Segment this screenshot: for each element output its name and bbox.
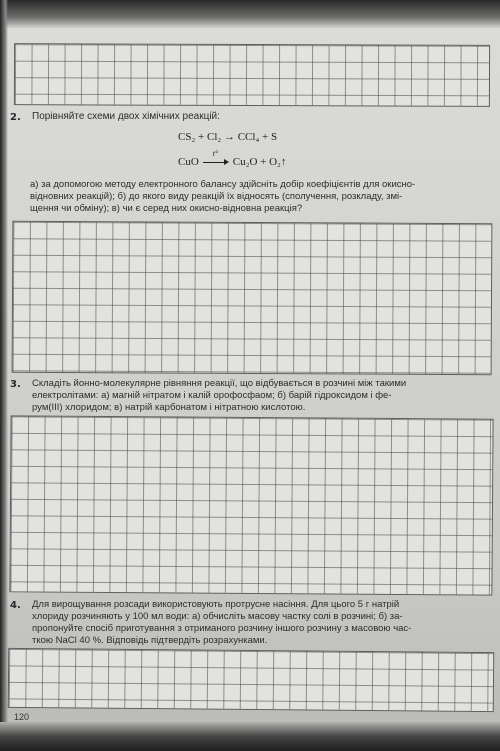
page-number: 120 (14, 712, 30, 722)
heat-condition: t° (212, 149, 219, 159)
reaction-1: CS₂ + Cl₂ → CCl₄ + S (178, 131, 278, 143)
task2-number: 2. (10, 112, 21, 123)
top-shadow (0, 0, 500, 28)
task3-line: рум(III) хлоридом; в) натрій карбонатом і нітратною кислотою. (32, 402, 306, 413)
task4-line: ткою NaCl 40 %. Відповідь підтвердіть розрахунками. (32, 635, 268, 646)
reaction-2-products: Cu₂O + O₂↑ (232, 156, 287, 168)
task2-question (30, 179, 490, 215)
task4-text (32, 599, 494, 647)
task3-text (32, 378, 492, 414)
task2-question-line: відновних реакцій); б) до якого виду реакцій їх відносять (сполучення, розкладу, змі- (30, 191, 403, 202)
task4-line: Для вирощування розсади використовують протрусне насіння. Для цього 5 г натрій (32, 599, 400, 610)
arrow-icon (203, 149, 229, 166)
answer-grid-task2[interactable] (12, 221, 493, 376)
task3-number: 3. (10, 379, 21, 390)
task2-question-line: щення чи обміну); в) чи є серед них окисно-відновна реакція? (30, 203, 303, 214)
answer-grid-task3[interactable] (9, 415, 493, 595)
task2-question-line: а) за допомогою методу електронного балансу здійсніть добір коефіцієнтів для окисно- (30, 179, 416, 190)
task4-line: пропонуйте спосіб приготування з отриманого розчину іншого розчину з масовою час- (32, 623, 412, 634)
task2-title: Порівняйте схеми двох хімічних реакцій: (32, 111, 220, 122)
task3-line: електролітами: а) магній нітратом і калій орофосфаом; б) барій гідроксидом і фе- (32, 390, 392, 401)
task3-line: Складіть йонно-молекулярне рівняння реакції, що відбувається в розчині між такими (32, 378, 407, 389)
task4-number: 4. (10, 600, 21, 611)
answer-grid-task4[interactable] (8, 648, 495, 712)
reaction-2 (178, 149, 287, 168)
reaction-2-reactant: CuO (178, 156, 199, 168)
task4-line: хлориду розчиняють у 100 мл води: а) обчисліть масову частку солі в розчині; б) за- (32, 611, 403, 622)
answer-grid-task1[interactable] (14, 43, 490, 107)
left-shadow (0, 0, 8, 751)
bottom-shadow (0, 722, 500, 751)
